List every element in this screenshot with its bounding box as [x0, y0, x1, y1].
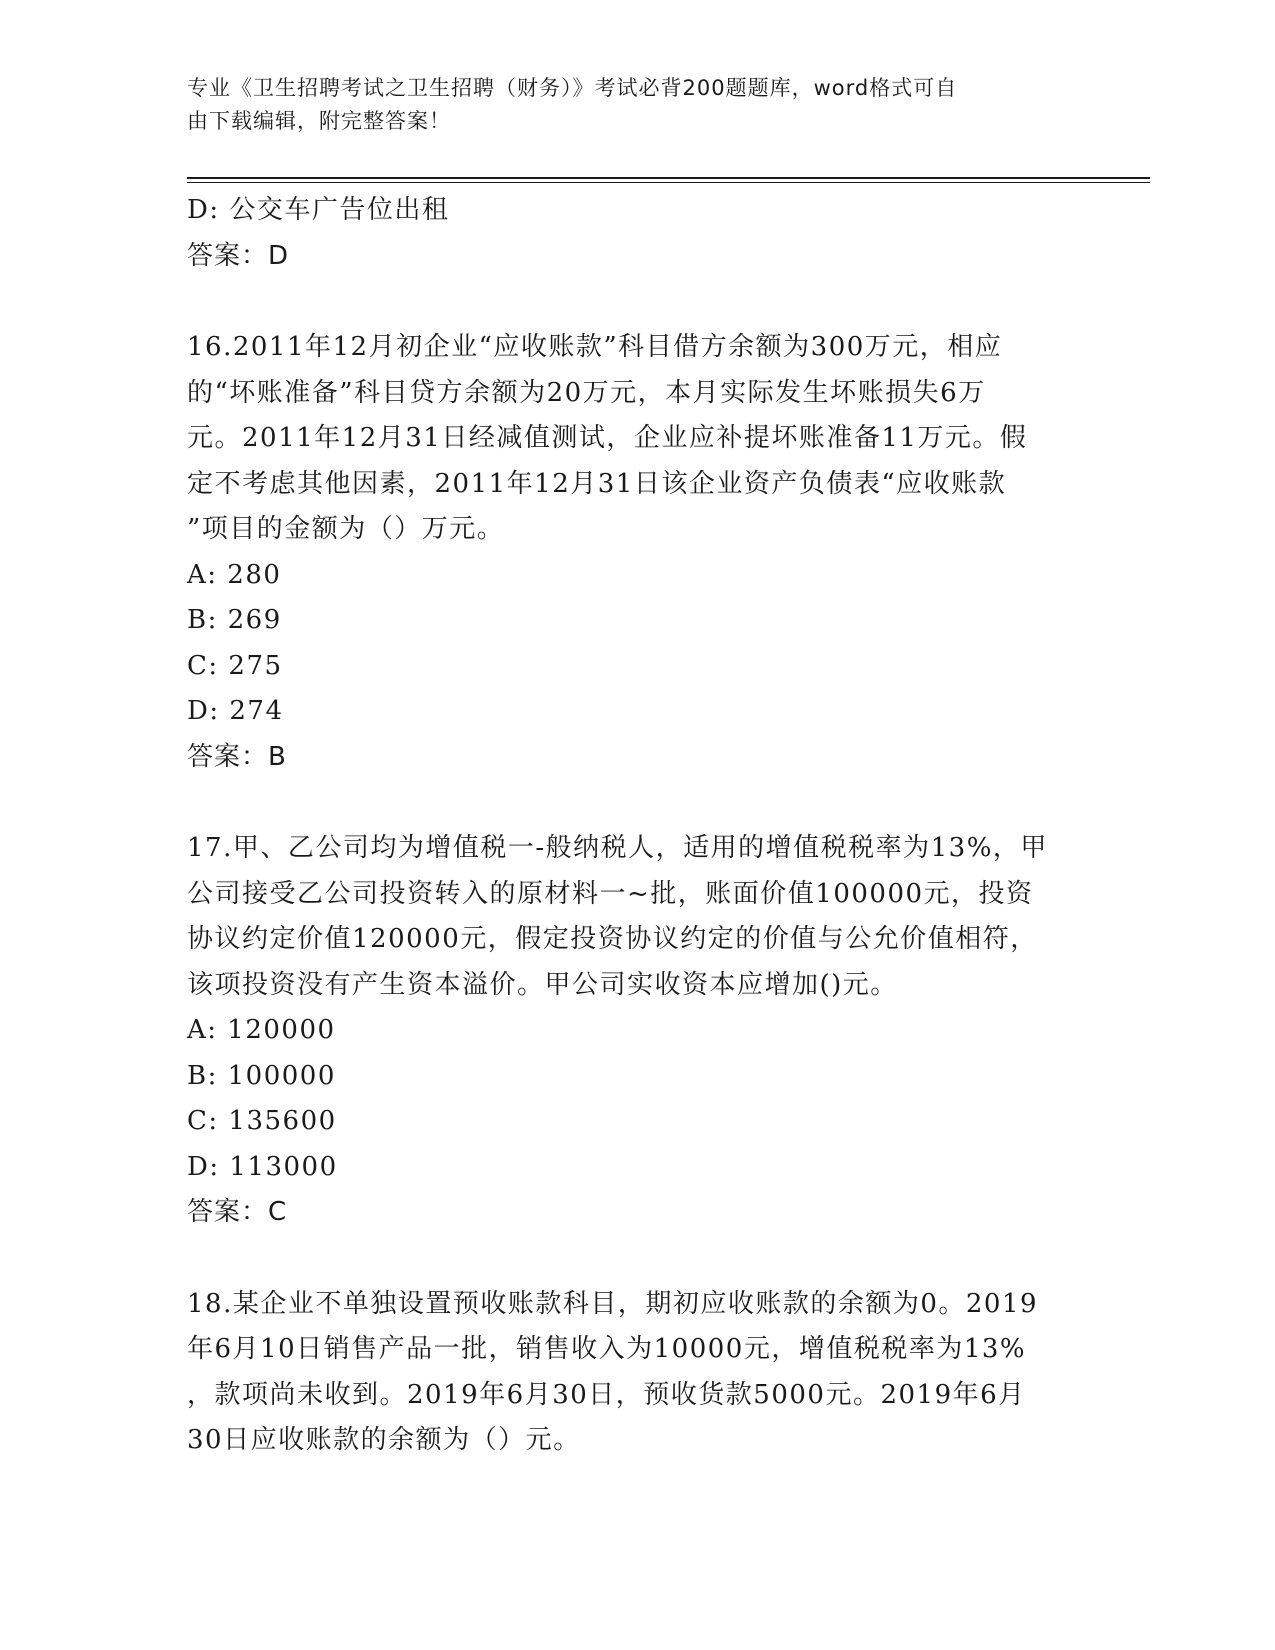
header-rule-thick: [187, 177, 1150, 179]
document-body: [187, 188, 1087, 1464]
question-line: 公司接受乙公司投资转入的原材料一~批，账面价值100000元，投资: [187, 878, 1034, 909]
spacer: [187, 780, 1087, 826]
option-d: D: 274: [187, 696, 284, 726]
spacer: [187, 279, 1087, 325]
question-line: 定不考虑其他因素，2011年12月31日该企业资产负债表“应收账款: [187, 468, 1007, 499]
answer-line: 答案：C: [187, 1197, 288, 1227]
question-line: 18.某企业不单独设置预收账款科目，期初应收账款的余额为0。2019: [187, 1288, 1039, 1319]
spacer: [187, 1236, 1087, 1282]
question-line: 30日应收账款的余额为（）元。: [187, 1425, 581, 1455]
question-line: 年6月10日销售产品一批，销售收入为10000元，增值税税率为13%: [187, 1334, 1027, 1364]
question-16: [187, 325, 1087, 780]
question-line: 元。2011年12月31日经减值测试，企业应补提坏账准备11万元。假: [187, 423, 1028, 453]
option-a: A: 120000: [187, 1015, 336, 1045]
header-line-1: 专业《卫生招聘考试之卫生招聘（财务）》考试必背200题题库，word格式可自: [187, 76, 958, 100]
answer-line: 答案：B: [187, 741, 287, 772]
option-c: C: 135600: [187, 1106, 337, 1136]
header-rule-thin: [187, 182, 1150, 183]
document-header: [187, 72, 1067, 138]
question-line: ”项目的金额为（）万元。: [187, 514, 505, 544]
question-line: 的“坏账准备”科目贷方余额为20万元，本月实际发生坏账损失6万: [187, 377, 986, 408]
option-c: C: 275: [187, 650, 283, 681]
question-17: [187, 826, 1087, 1236]
option-b: B: 100000: [187, 1060, 336, 1091]
question-line: ，款项尚未收到。2019年6月30日，预收货款5000元。2019年6月: [187, 1379, 1026, 1410]
question-line: 该项投资没有产生资本溢价。甲公司实收资本应增加()元。: [187, 969, 898, 1000]
question-line: 16.2011年12月初企业“应收账款”科目借方余额为300万元，相应: [187, 332, 1003, 362]
previous-question-tail: [187, 188, 1087, 279]
option-d: D: 公交车广告位出租: [187, 195, 450, 225]
answer-line: 答案：D: [187, 240, 290, 271]
option-a: A: 280: [187, 559, 282, 590]
question-line: 协议约定价值120000元，假定投资协议约定的价值与公允价值相符，: [187, 924, 1038, 954]
option-d: D: 113000: [187, 1151, 338, 1182]
question-line: 17.甲、乙公司均为增值税一-般纳税人，适用的增值税税率为13%，甲: [187, 833, 1048, 863]
option-b: B: 269: [187, 605, 282, 635]
question-18: [187, 1282, 1087, 1464]
header-line-2: 由下载编辑，附完整答案！: [187, 109, 451, 133]
